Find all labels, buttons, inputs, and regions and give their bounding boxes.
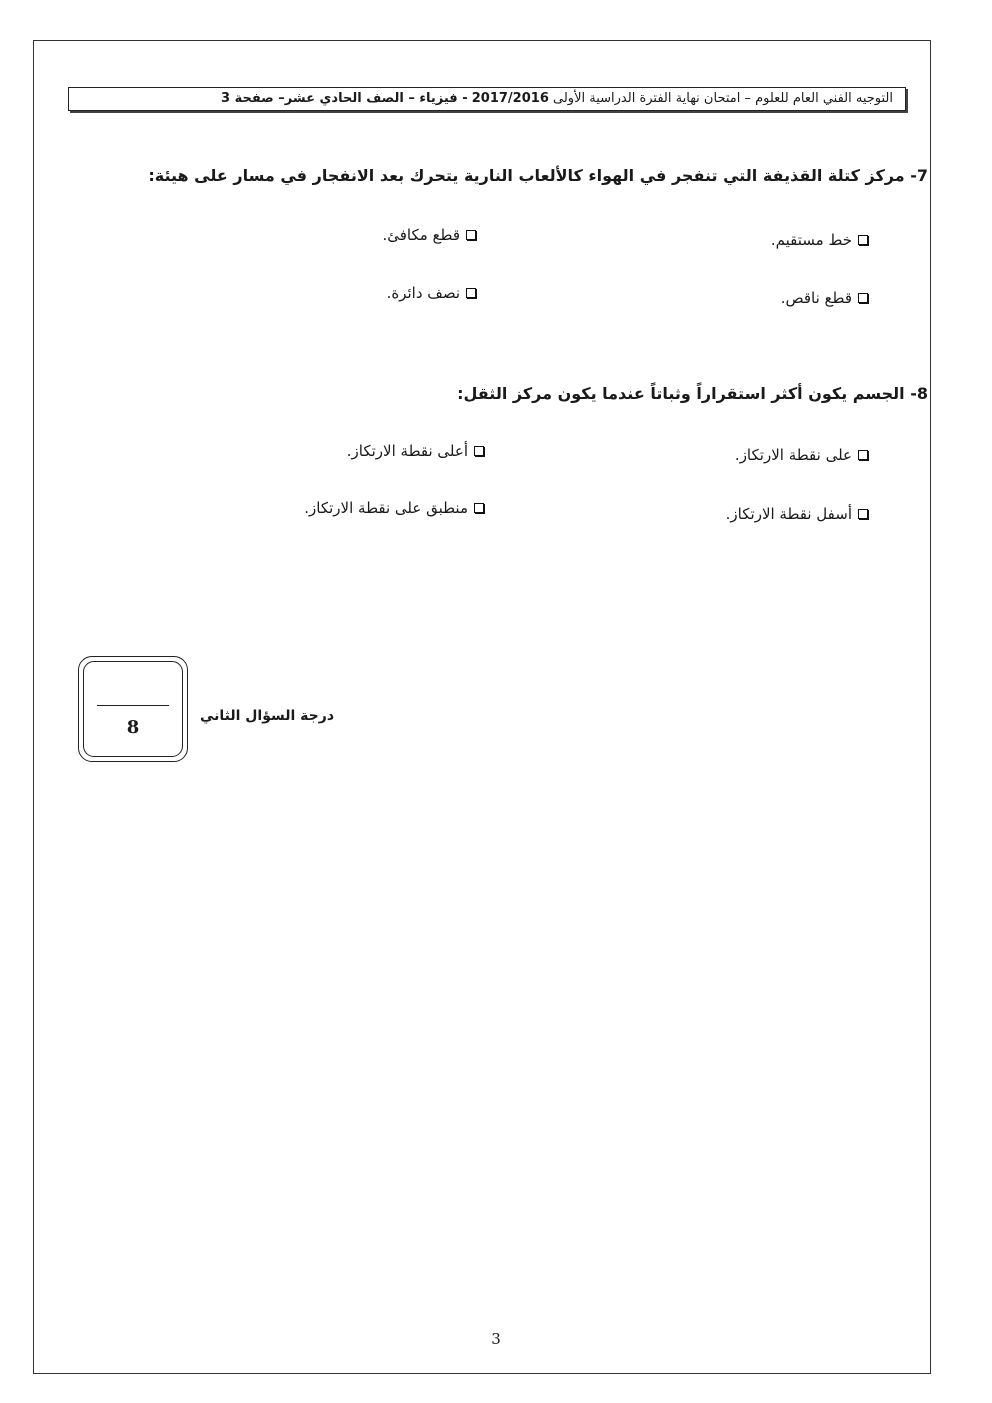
exam-header xyxy=(68,87,906,111)
question-7-option-2[interactable] xyxy=(382,226,476,244)
option-label: نصف دائرة. xyxy=(386,284,460,302)
header-text-prefix: التوجيه الفني العام للعلوم – امتحان نهاية الفترة الدراسية الأولى xyxy=(553,91,893,106)
page-number: 3 xyxy=(491,1330,501,1348)
question-8-option-3[interactable] xyxy=(726,505,868,523)
checkbox-icon[interactable] xyxy=(474,446,484,456)
option-label: أعلى نقطة الارتكاز. xyxy=(346,442,468,460)
checkbox-icon[interactable] xyxy=(466,288,476,298)
checkbox-icon[interactable] xyxy=(858,509,868,519)
question-8-option-4[interactable] xyxy=(304,499,484,517)
score-label: درجة السؤال الثاني xyxy=(199,708,334,724)
option-label: منطبق على نقطة الارتكاز. xyxy=(304,499,468,517)
option-label: على نقطة الارتكاز. xyxy=(734,446,852,464)
score-box-inner-border xyxy=(83,661,183,757)
checkbox-icon[interactable] xyxy=(858,235,868,245)
checkbox-icon[interactable] xyxy=(858,293,868,303)
question-7-option-4[interactable] xyxy=(387,284,476,302)
header-text-suffix: - فيزياء – الصف الحادي عشر– صفحة 3 xyxy=(221,91,468,106)
question-7-option-1[interactable] xyxy=(771,231,868,249)
question-8-option-1[interactable] xyxy=(735,446,868,464)
header-years: 2017/2016 xyxy=(471,91,549,106)
option-label: قطع ناقص. xyxy=(780,289,852,307)
question-8-text: 8- الجسم يكون أكثر استقراراً وثباتاً عندما يكون مركز الثقل: xyxy=(457,384,928,403)
score-total: 8 xyxy=(126,717,140,738)
question-8-option-2[interactable] xyxy=(347,442,484,460)
question-7-option-3[interactable] xyxy=(781,289,868,307)
score-box xyxy=(78,656,188,762)
score-entry-line xyxy=(97,705,169,706)
checkbox-icon[interactable] xyxy=(466,230,476,240)
option-label: قطع مكافئ. xyxy=(382,226,460,244)
option-label: خط مستقيم. xyxy=(770,231,852,249)
option-label: أسفل نقطة الارتكاز. xyxy=(725,505,852,523)
checkbox-icon[interactable] xyxy=(474,503,484,513)
question-7-text: 7- مركز كتلة القذيفة التي تنفجر في الهواء كالألعاب النارية يتحرك بعد الانفجار في مسار على هيئة: xyxy=(148,166,928,185)
checkbox-icon[interactable] xyxy=(858,450,868,460)
